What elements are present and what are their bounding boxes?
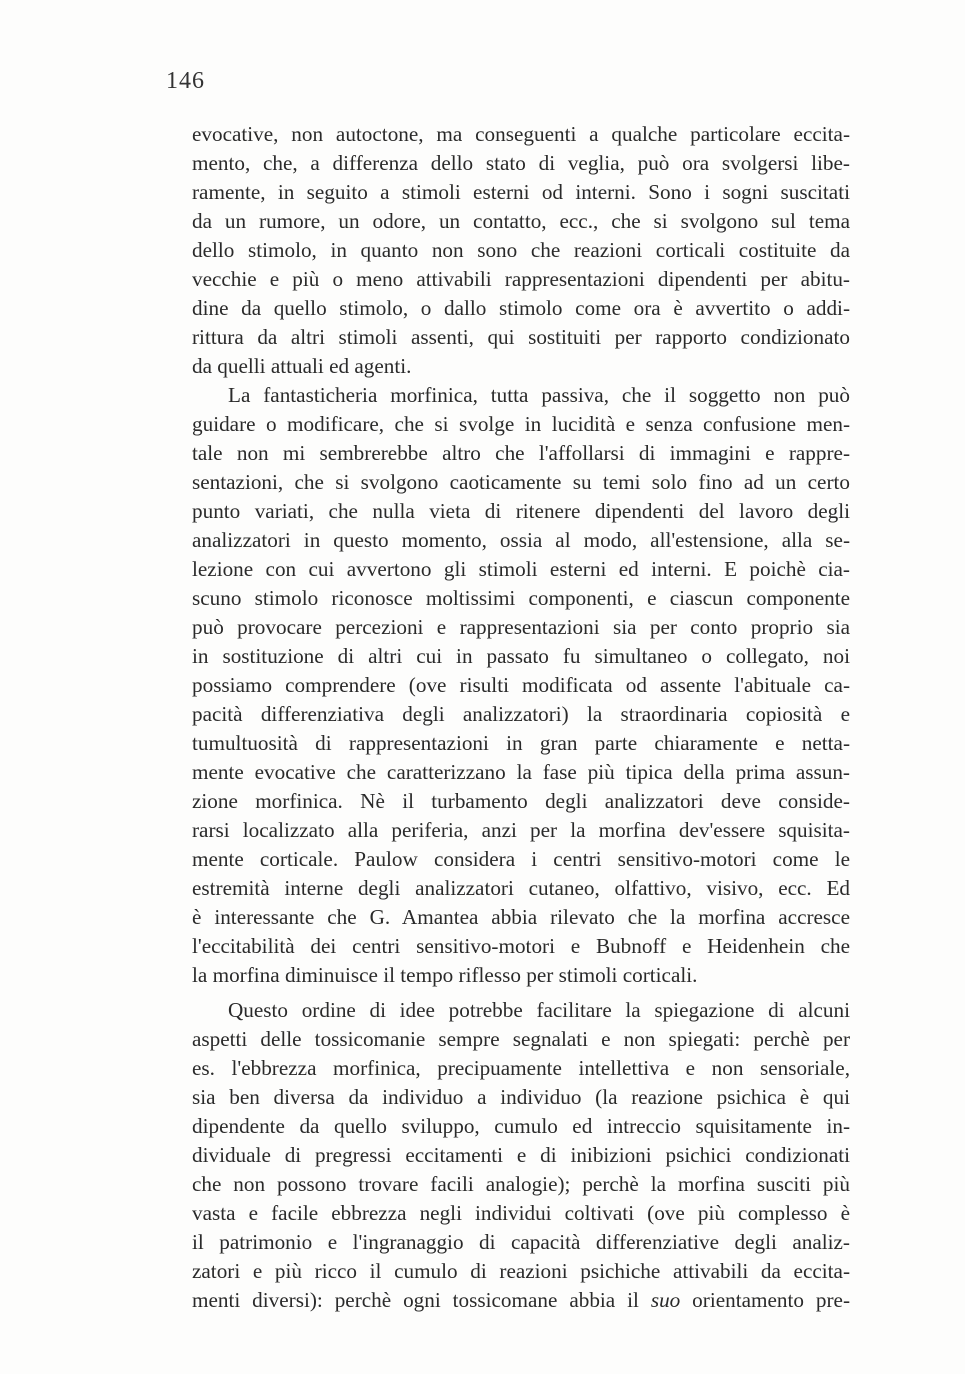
text-line: pacità differenziativa degli analizzatori) la straordinaria copiosità e xyxy=(192,702,850,726)
text-line: dipendente da quello sviluppo, cumulo ed intreccio squisitamente in- xyxy=(192,1114,850,1138)
text-line: da un rumore, un odore, un contatto, ecc., che si svolgono sul tema xyxy=(192,209,850,233)
text-line: rittura da altri stimoli assenti, qui sostituiti per rapporto condizionato xyxy=(192,325,850,349)
text-line: sia ben diversa da individuo a individuo (la reazione psichica è qui xyxy=(192,1085,850,1109)
text-line: l'eccitabilità dei centri sensitivo-motori e Bubnoff e Heidenhein che xyxy=(192,934,850,958)
text-line: zione morfinica. Nè il turbamento degli analizzatori deve conside- xyxy=(192,789,850,813)
text-line: è interessante che G. Amantea abbia rilevato che la morfina accresce xyxy=(192,905,850,929)
text-line: es. l'ebbrezza morfinica, precipuamente intellettiva e non sensoriale, xyxy=(192,1056,850,1080)
page-number: 146 xyxy=(166,68,205,94)
text-line: dine da quello stimolo, o dallo stimolo come ora è avvertito o addi- xyxy=(192,296,850,320)
text-line: mento, che, a differenza dello stato di veglia, può ora svolgersi libe- xyxy=(192,151,850,175)
text-line: vasta e facile ebbrezza negli individui coltivati (ove più complesso è xyxy=(192,1201,850,1225)
text-line: da quelli attuali ed agenti. xyxy=(192,354,412,378)
text-line: in sostituzione di altri cui in passato fu simultaneo o collegato, noi xyxy=(192,644,850,668)
text-line: mente corticale. Paulow considera i centri sensitivo-motori come le xyxy=(192,847,850,871)
text-line: Questo ordine di idee potrebbe facilitare la spiegazione di alcuni xyxy=(228,998,850,1022)
body-text xyxy=(192,120,850,1315)
paragraph-3 xyxy=(192,996,850,1315)
paragraph-1 xyxy=(192,120,850,381)
text-line: rarsi localizzato alla periferia, anzi per la morfina dev'essere squisita- xyxy=(192,818,850,842)
text-line: punto variati, che nulla vieta di ritenere dipendenti del lavoro degli xyxy=(192,499,850,523)
text-line: analizzatori in questo momento, ossia al modo, all'estensione, alla se- xyxy=(192,528,850,552)
text-line: la morfina diminuisce il tempo riflesso per stimoli corticali. xyxy=(192,963,698,987)
text-line: aspetti delle tossicomanie sempre segnalati e non spiegati: perchè per xyxy=(192,1027,850,1051)
paragraph-2 xyxy=(192,381,850,990)
text-line: menti diversi): perchè ogni tossicomane abbia il suo orientamento pre- xyxy=(192,1288,850,1312)
text-line: il patrimonio e l'ingranaggio di capacità differenziative degli analiz- xyxy=(192,1230,850,1254)
text-line: estremità interne degli analizzatori cutaneo, olfattivo, visivo, ecc. Ed xyxy=(192,876,850,900)
text-line: La fantasticheria morfinica, tutta passiva, che il soggetto non può xyxy=(228,383,850,407)
text-line: zatori e più ricco il cumulo di reazioni psichiche attivabili da eccita- xyxy=(192,1259,850,1283)
text-line: ramente, in seguito a stimoli esterni od interni. Sono i sogni suscitati xyxy=(192,180,850,204)
text-line: guidare o modificare, che si svolge in lucidità e senza confusione men- xyxy=(192,412,850,436)
text-line: evocative, non autoctone, ma conseguenti a qualche particolare eccita- xyxy=(192,122,850,146)
text-line: può provocare percezioni e rappresentazioni sia per conto proprio sia xyxy=(192,615,850,639)
text-line: dello stimolo, in quanto non sono che reazioni corticali costituite da xyxy=(192,238,850,262)
text-line: lezione con cui avvertono gli stimoli esterni ed interni. E poichè cia- xyxy=(192,557,850,581)
text-line: mente evocative che caratterizzano la fase più tipica della prima assun- xyxy=(192,760,850,784)
text-line: vecchie e più o meno attivabili rappresentazioni dipendenti per abitu- xyxy=(192,267,850,291)
text-line: sentazioni, che si svolgono caoticamente su temi solo fino ad un certo xyxy=(192,470,850,494)
text-line: possiamo comprendere (ove risulti modificata od assente l'abituale ca- xyxy=(192,673,850,697)
text-line: tumultuosità di rappresentazioni in gran parte chiaramente e netta- xyxy=(192,731,850,755)
text-line: scuno stimolo riconosce moltissimi componenti, e ciascun componente xyxy=(192,586,850,610)
text-line: dividuale di pregressi eccitamenti e di inibizioni psichici condizionati xyxy=(192,1143,850,1167)
text-line: tale non mi sembrerebbe altro che l'affollarsi di immagini e rappre- xyxy=(192,441,850,465)
text-line: che non possono trovare facili analogie); perchè la morfina susciti più xyxy=(192,1172,850,1196)
